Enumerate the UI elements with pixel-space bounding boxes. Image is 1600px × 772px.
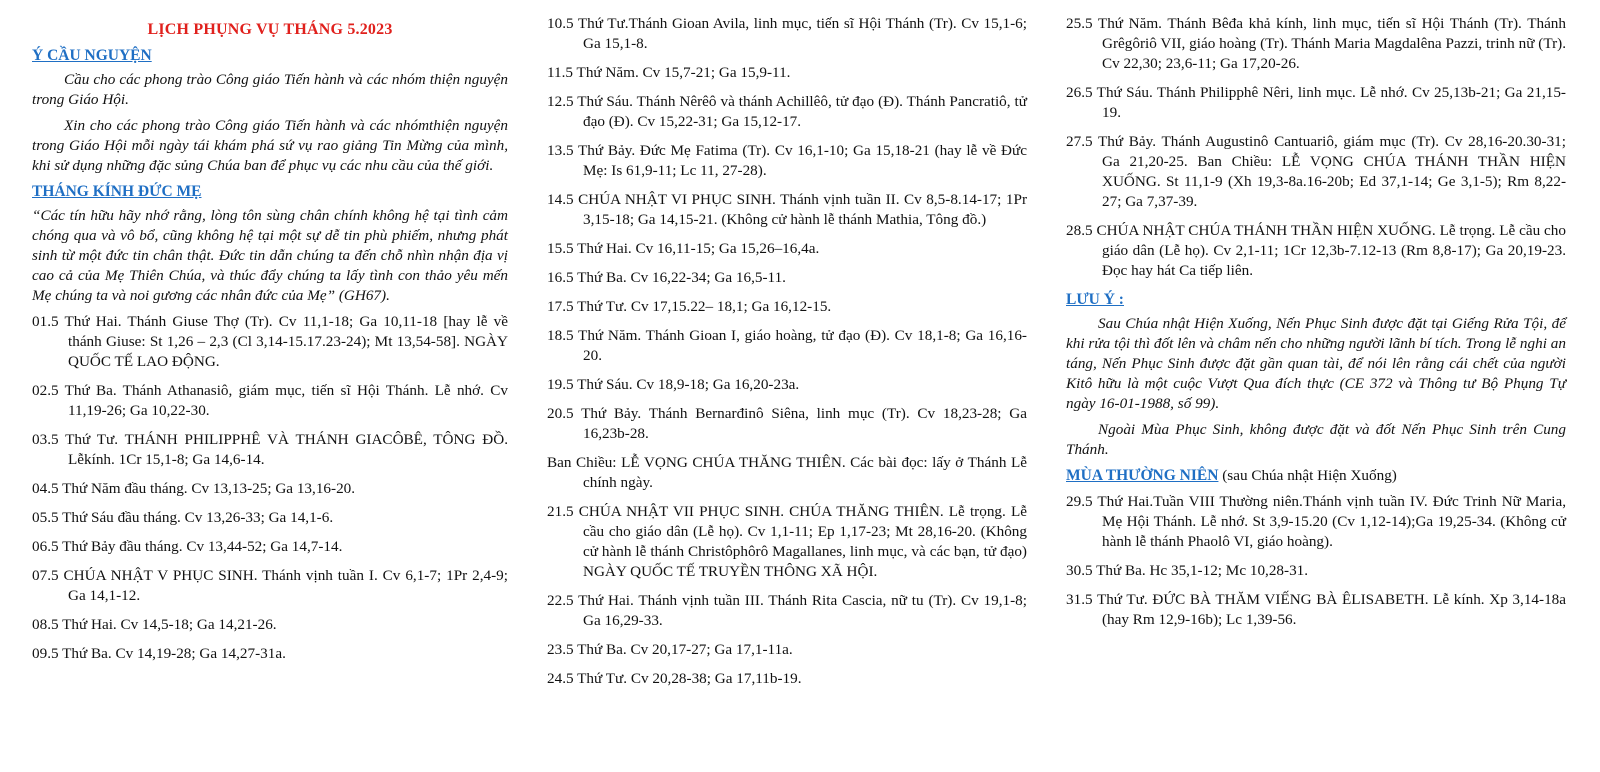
calendar-entry: 01.5 Thứ Hai. Thánh Giuse Thợ (Tr). Cv 11,1-18; Ga 10,11-18 [hay lễ về thánh Giuse: St 1,26 – 2,3 (Cl 3,14-15.17.23-24); Mt 13,54-58]. NGÀY QUỐC TẾ LAO ĐỘNG. (32, 313, 508, 370)
note-paragraph: Ngoài Mùa Phục Sinh, không được đặt và đốt Nến Phục Sinh trên Cung Thánh. (1066, 421, 1566, 458)
calendar-entry: 27.5 Thứ Bảy. Thánh Augustinô Cantuariô, giám mục (Tr). Cv 28,16-20.30-31; Ga 21,20-25. Ban Chiều: LỄ VỌNG CHÚA THÁNH THẦN HIỆN XUỐNG. St 11,1-9 (Xh 19,3-8a.16-20b; Ed 37,1-14; Ge 3,1-5); Rm 8,22-27; Ga 7,37-39. (1066, 133, 1566, 210)
calendar-entry: 14.5 CHÚA NHẬT VI PHỤC SINH. Thánh vịnh tuần II. Cv 8,5-8.14-17; 1Pr 3,15-18; Ga 14,15-21. (Không cử hành lễ thánh Mathia, Tông đồ.) (547, 191, 1027, 228)
column-3 (1066, 14, 1566, 639)
calendar-entry: 31.5 Thứ Tư. ĐỨC BÀ THĂM VIẾNG BÀ ÊLISABETH. Lễ kính. Xp 3,14-18a (hay Rm 12,9-16b); Lc 1,39-56. (1066, 591, 1566, 628)
calendar-entry: 13.5 Thứ Bảy. Đức Mẹ Fatima (Tr). Cv 16,1-10; Ga 15,18-21 (hay lễ về Đức Mẹ: Is 61,9-11; Lc 11, 27-28). (547, 142, 1027, 179)
calendar-entry: 08.5 Thứ Hai. Cv 14,5-18; Ga 14,21-26. (32, 616, 277, 633)
prayer-heading: Ý CẦU NGUYỆN (32, 47, 152, 64)
evening-vigil-entry: Ban Chiều: LỄ VỌNG CHÚA THĂNG THIÊN. Các bài đọc: lấy ở Thánh Lễ chính ngày. (547, 454, 1027, 491)
calendar-entry: 11.5 Thứ Năm. Cv 15,7-21; Ga 15,9-11. (547, 64, 791, 81)
calendar-entry: 29.5 Thứ Hai.Tuần VIII Thường niên.Thánh vịnh tuần IV. Đức Trinh Nữ Maria, Mẹ Hội Thánh. Lễ nhớ. St 3,9-15.20 (Cv 1,12-14);Ga 19,25-34. (Không cử hành lễ thánh Phaolô VI, giáo hoàng). (1066, 493, 1566, 550)
calendar-entry: 10.5 Thứ Tư.Thánh Gioan Avila, linh mục, tiến sĩ Hội Thánh (Tr). Cv 15,1-6; Ga 15,1-8. (547, 15, 1027, 52)
ordinary-time-note: (sau Chúa nhật Hiện Xuống) (1222, 467, 1397, 484)
calendar-entry: 25.5 Thứ Năm. Thánh Bêđa khả kính, linh mục, tiến sĩ Hội Thánh (Tr). Thánh Grêgôriô VII, giáo hoàng (Tr). Thánh Maria Magdalêna Pazzi, trinh nữ (Tr). Cv 22,30; 23,6-11; Ga 17,20-26. (1066, 15, 1566, 72)
calendar-entry: 15.5 Thứ Hai. Cv 16,11-15; Ga 15,26–16,4a. (547, 240, 820, 257)
calendar-entry: 23.5 Thứ Ba. Cv 20,17-27; Ga 17,1-11a. (547, 641, 793, 658)
calendar-entry: 06.5 Thứ Bảy đầu tháng. Cv 13,44-52; Ga 14,7-14. (32, 538, 343, 555)
calendar-entry: 24.5 Thứ Tư. Cv 20,28-38; Ga 17,11b-19. (547, 670, 802, 687)
calendar-entry: 20.5 Thứ Bảy. Thánh Bernarđinô Siêna, linh mục (Tr). Cv 18,23-28; Ga 16,23b-28. (547, 405, 1027, 442)
calendar-entry: 02.5 Thứ Ba. Thánh Athanasiô, giám mục, tiến sĩ Hội Thánh. Lễ nhớ. Cv 11,19-26; Ga 10,22-30. (32, 382, 508, 419)
page-title: LỊCH PHỤNG VỤ THÁNG 5.2023 (147, 21, 393, 38)
calendar-entry: 28.5 CHÚA NHẬT CHÚA THÁNH THẦN HIỆN XUỐNG. Lễ trọng. Lễ cầu cho giáo dân (Lễ họ). Cv 2,1-11; 1Cr 12,3b-7.12-13 (Rm 8,8-17); Ga 20,19-23. Đọc hay hát Ca tiếp liên. (1066, 222, 1566, 279)
ordinary-time-heading: MÙA THƯỜNG NIÊN (1066, 467, 1219, 484)
column-2 (547, 14, 1027, 698)
calendar-entry: 21.5 CHÚA NHẬT VII PHỤC SINH. CHÚA THĂNG THIÊN. Lễ trọng. Lễ cầu cho giáo dân (Lễ họ). Cv 1,1-11; Ep 1,17-23; Mt 28,16-20. (Không cử hành lễ thánh Christôphôrô Magallanes, linh mục, và các bạn, tử đạo) NGÀY QUỐC TẾ TRUYỀN THÔNG XÃ HỘI. (547, 503, 1027, 580)
calendar-entry: 12.5 Thứ Sáu. Thánh Nêrêô và thánh Achillêô, tử đạo (Đ). Thánh Pancratiô, tử đạo (Đ). Cv 15,22-31; Ga 15,12-17. (547, 93, 1027, 130)
calendar-entry: 03.5 Thứ Tư. THÁNH PHILIPPHÊ VÀ THÁNH GIACÔBÊ, TÔNG ĐỒ. Lễkính. 1Cr 15,1-8; Ga 14,6-14. (32, 431, 508, 468)
note-heading: LƯU Ý : (1066, 291, 1124, 308)
note-paragraph: Sau Chúa nhật Hiện Xuống, Nến Phục Sinh được đặt tại Giếng Rửa Tội, để khi rửa tội thì đốt lên và châm nến cho những người lãnh bí tích. Trong lễ nghi an táng, Nến Phục Sinh được đặt gần quan tài, để nói lên rằng cái chết của người Kitô hữu là một cuộc Vượt Qua đích thực (CE 372 và Thông tư Bộ Phụng Tự ngày 16-01-1988, số 99). (1066, 315, 1566, 412)
calendar-entry: 18.5 Thứ Năm. Thánh Gioan I, giáo hoàng, tử đạo (Đ). Cv 18,1-8; Ga 16,16-20. (547, 327, 1027, 364)
calendar-entry: 04.5 Thứ Năm đầu tháng. Cv 13,13-25; Ga 13,16-20. (32, 480, 356, 497)
calendar-entry: 30.5 Thứ Ba. Hc 35,1-12; Mc 10,28-31. (1066, 562, 1309, 579)
prayer-paragraph: Cầu cho các phong trào Công giáo Tiến hành và các nhóm thiện nguyện trong Giáo Hội. (32, 71, 508, 108)
calendar-entry: 09.5 Thứ Ba. Cv 14,19-28; Ga 14,27-31a. (32, 645, 286, 662)
prayer-paragraph: Xin cho các phong trào Công giáo Tiến hành và các nhómthiện nguyện trong Giáo Hội mỗi ngày tái khám phá sứ vụ rao giảng Tin Mừng của mình, khi sử dụng những đặc sủng Chúa ban để phục vụ các nhu cầu của thế giới. (32, 117, 508, 174)
calendar-entry: 26.5 Thứ Sáu. Thánh Philipphê Nêri, linh mục. Lễ nhớ. Cv 25,13b-21; Ga 21,15-19. (1066, 84, 1566, 121)
ordinary-time-header (1066, 466, 1566, 486)
calendar-entry: 22.5 Thứ Hai. Thánh vịnh tuần III. Thánh Rita Cascia, nữ tu (Tr). Cv 19,1-8; Ga 16,29-33. (547, 592, 1027, 629)
mary-quote: “Các tín hữu hãy nhớ rằng, lòng tôn sùng chân chính không hệ tại tình cảm chóng qua và vô bổ, cũng không hệ tại một sự dễ tin phù phiếm, nhưng phát sinh từ một đức tin chân thật. Đức tin dẫn chúng ta đến chỗ nhìn nhận địa vị cao cả của Mẹ Thiên Chúa, và thúc đẩy chúng ta lấy tình con thảo yêu mến Mẹ chúng ta và noi gương các nhân đức của Mẹ” (GH67). (32, 207, 508, 304)
calendar-entry: 17.5 Thứ Tư. Cv 17,15.22– 18,1; Ga 16,12-15. (547, 298, 832, 315)
calendar-entry: 19.5 Thứ Sáu. Cv 18,9-18; Ga 16,20-23a. (547, 376, 800, 393)
calendar-entry: 16.5 Thứ Ba. Cv 16,22-34; Ga 16,5-11. (547, 269, 786, 286)
column-1 (32, 14, 508, 673)
calendar-entry: 05.5 Thứ Sáu đầu tháng. Cv 13,26-33; Ga 14,1-6. (32, 509, 334, 526)
mary-month-heading: THÁNG KÍNH ĐỨC MẸ (32, 183, 202, 200)
calendar-entry: 07.5 CHÚA NHẬT V PHỤC SINH. Thánh vịnh tuần I. Cv 6,1-7; 1Pr 2,4-9; Ga 14,1-12. (32, 567, 508, 604)
